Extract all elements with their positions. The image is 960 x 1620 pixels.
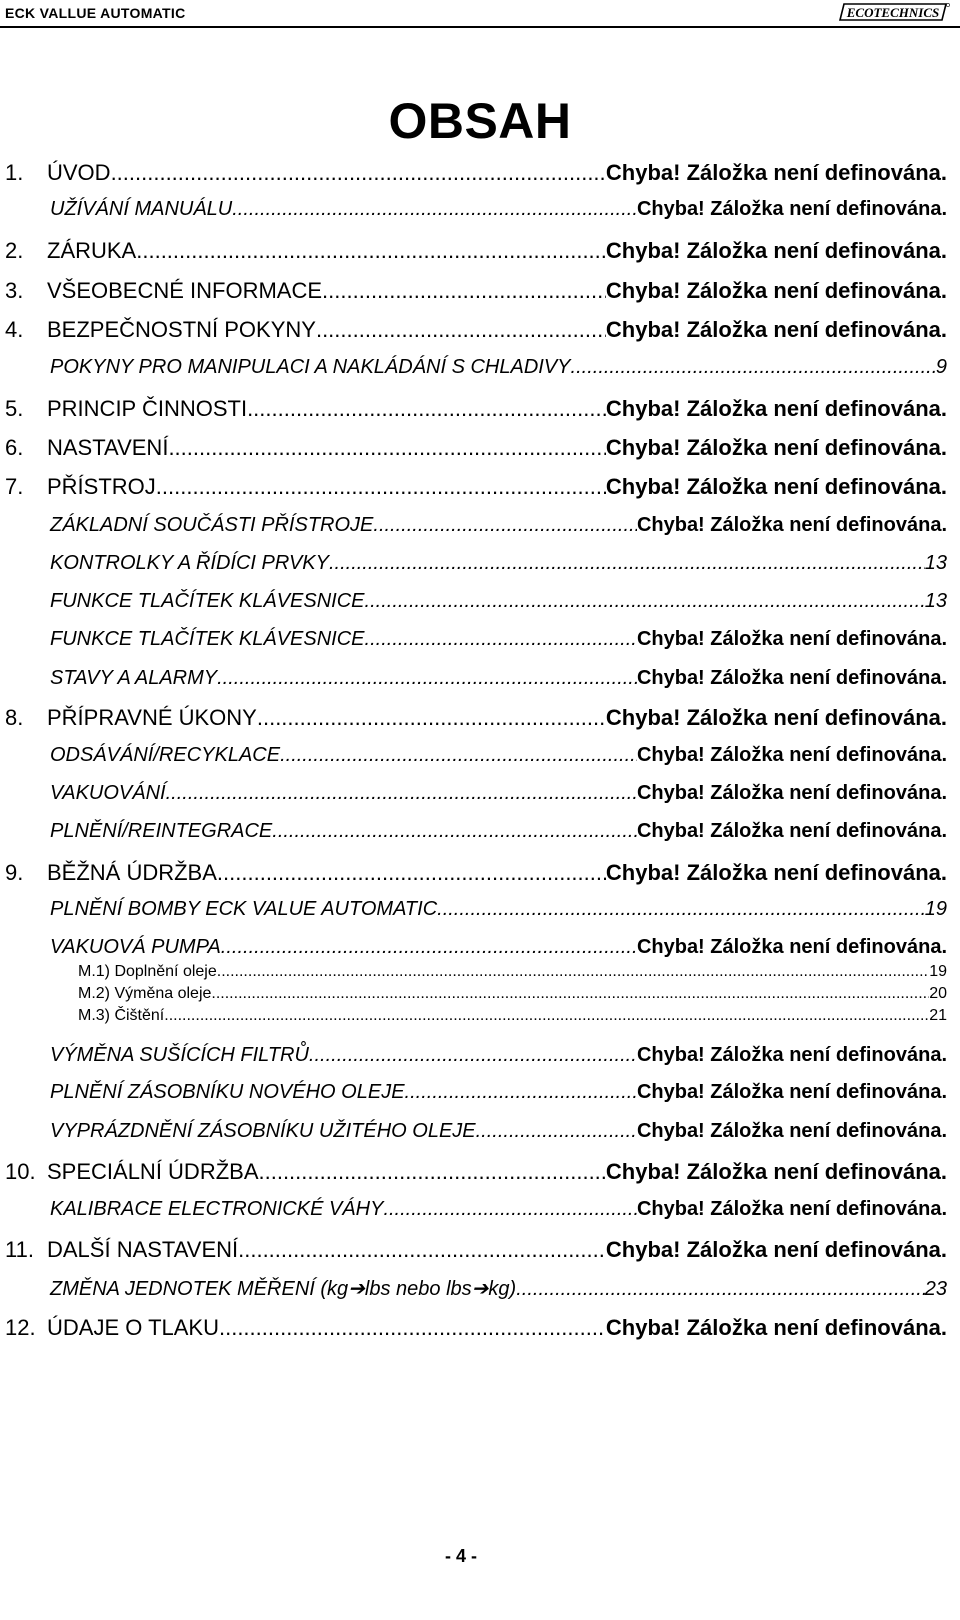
toc-entry-title: FUNKCE TLAČÍTEK KLÁVESNICE — [50, 590, 365, 612]
dot-leader — [211, 985, 929, 1003]
dot-leader — [516, 1278, 925, 1301]
toc-entry-title: PRINCIP ČINNOSTI — [47, 396, 248, 421]
toc-entry-page: Chyba! Záložka není definována. — [605, 1159, 947, 1184]
toc-entry-title: ZÁRUKA — [47, 238, 137, 263]
toc-entry[interactable] — [50, 898, 947, 921]
toc-entry-page: 13 — [924, 552, 947, 574]
toc-entry-page: Chyba! Záložka není definována. — [636, 1044, 947, 1066]
dot-leader — [272, 820, 637, 843]
toc-entry-title: DALŠÍ NASTAVENÍ — [47, 1237, 239, 1262]
dot-leader — [217, 667, 637, 690]
toc-entry-page: 21 — [929, 1007, 947, 1024]
toc-entry-title: PLNĚNÍ/REINTEGRACE — [50, 820, 273, 842]
toc-entry[interactable] — [50, 782, 947, 805]
toc-entry-page: Chyba! Záložka není definována. — [636, 1198, 947, 1220]
toc-entry-page: Chyba! Záložka není definována. — [605, 1315, 947, 1340]
dot-leader — [405, 1081, 637, 1104]
toc-entry-page: Chyba! Záložka není definována. — [605, 317, 947, 342]
toc-entry-title: UŽÍVÁNÍ MANUÁLU — [50, 198, 233, 220]
toc-entry-number: 4. — [5, 317, 24, 342]
dot-leader — [329, 552, 925, 575]
toc-entry-title: FUNKCE TLAČÍTEK KLÁVESNICE — [50, 628, 365, 650]
dot-leader — [365, 628, 637, 651]
toc-entry[interactable] — [5, 860, 947, 886]
toc-entry-page: Chyba! Záložka není definována. — [636, 936, 947, 958]
toc-entry[interactable] — [5, 238, 947, 264]
dot-leader — [247, 396, 606, 422]
toc-entry-title: POKYNY PRO MANIPULACI A NAKLÁDÁNÍ S CHLADIVY — [50, 356, 571, 378]
toc-entry-title: VÝMĚNA SUŠÍCÍCH FILTRŮ — [50, 1044, 309, 1066]
toc-entry-page: Chyba! Záložka není definována. — [605, 160, 947, 185]
toc-entry-number: 11. — [5, 1237, 34, 1262]
page-number: - 4 - — [444, 1546, 477, 1566]
dot-leader — [168, 435, 605, 461]
toc-entry-page: 23 — [924, 1278, 947, 1300]
toc-entry[interactable] — [50, 590, 947, 613]
toc-entry[interactable] — [5, 317, 947, 343]
toc-entry-title: VAKUOVÁ PUMPA — [50, 936, 221, 958]
toc-entry[interactable] — [50, 628, 947, 651]
toc-entry[interactable] — [50, 1120, 947, 1143]
dot-leader — [156, 474, 606, 500]
toc-entry-number: 8. — [5, 705, 24, 730]
dot-leader — [280, 744, 637, 767]
toc-entry-page: Chyba! Záložka není definována. — [636, 782, 947, 804]
toc-entry[interactable] — [50, 552, 947, 575]
toc-entry[interactable] — [5, 1159, 947, 1185]
toc-entry-title: NASTAVENÍ — [47, 435, 169, 460]
dot-leader — [221, 936, 637, 959]
toc-entry[interactable] — [78, 985, 947, 1003]
toc-entry-page: Chyba! Záložka není definována. — [636, 667, 947, 689]
toc-entry-title: PŘÍSTROJ — [47, 474, 156, 499]
dot-leader — [259, 1159, 606, 1185]
toc-entry-title: M.3) Čištění — [78, 1007, 165, 1024]
toc-entry[interactable] — [50, 198, 947, 221]
toc-entry-title: KONTROLKY A ŘÍDÍCI PRVKY — [50, 552, 329, 574]
toc-entry-page: Chyba! Záložka není definována. — [636, 198, 947, 220]
dot-leader — [383, 1198, 637, 1221]
toc-entry[interactable] — [50, 1276, 947, 1301]
toc-entry[interactable] — [5, 1315, 947, 1341]
dot-leader — [571, 356, 936, 379]
dot-leader — [217, 860, 606, 886]
toc-entry-title: VŠEOBECNÉ INFORMACE — [47, 278, 323, 303]
dot-leader — [322, 278, 606, 304]
toc-entry[interactable] — [50, 514, 947, 537]
toc-entry-number: 7. — [5, 474, 24, 499]
toc-entry[interactable] — [5, 278, 947, 304]
toc-entry-title: SPECIÁLNÍ ÚDRŽBA — [47, 1159, 259, 1184]
toc-entry-page: 19 — [924, 898, 947, 920]
dot-leader — [217, 963, 929, 981]
toc-entry[interactable] — [50, 820, 947, 843]
toc-entry[interactable] — [5, 160, 947, 186]
dot-leader — [232, 198, 637, 221]
toc-entry[interactable] — [5, 705, 947, 731]
dot-leader — [164, 1007, 929, 1025]
dot-leader — [219, 1315, 606, 1341]
toc-entry-page: Chyba! Záložka není definována. — [636, 1120, 947, 1142]
toc-entry[interactable] — [5, 435, 947, 461]
toc-entry-page: Chyba! Záložka není definována. — [636, 820, 947, 842]
toc-entry-title: ZÁKLADNÍ SOUČÁSTI PŘÍSTROJE — [50, 514, 374, 536]
toc-entry[interactable] — [78, 963, 947, 981]
toc-entry-title: ODSÁVÁNÍ/RECYKLACE — [50, 744, 281, 766]
toc-entry-page: Chyba! Záložka není definována. — [605, 860, 947, 885]
toc-entry-title: STAVY A ALARMY — [50, 667, 218, 689]
dot-leader — [257, 705, 606, 731]
toc-entry-number: 3. — [5, 278, 24, 303]
toc-entry-page: Chyba! Záložka není definována. — [605, 435, 947, 460]
toc-entry-page: Chyba! Záložka není definována. — [636, 514, 947, 536]
dot-leader — [309, 1044, 637, 1067]
toc-entry-title: BĚŽNÁ ÚDRŽBA — [47, 860, 217, 885]
toc-entry-title: ÚVOD — [47, 160, 111, 185]
toc-entry-title: BEZPEČNOSTNÍ POKYNY — [47, 317, 316, 342]
toc-entry-page: 13 — [924, 590, 947, 612]
toc-entry-page: 9 — [935, 356, 947, 378]
dot-leader — [365, 590, 925, 613]
dot-leader — [316, 317, 606, 343]
toc-entry[interactable] — [50, 667, 947, 690]
dot-leader — [136, 238, 606, 264]
dot-leader — [166, 782, 637, 805]
toc-entry-page: Chyba! Záložka není definována. — [636, 744, 947, 766]
toc-entry-number: 10. — [5, 1159, 36, 1184]
toc-entry-title: PLNĚNÍ BOMBY ECK VALUE AUTOMATIC — [50, 898, 438, 920]
toc-entry[interactable] — [5, 396, 947, 422]
toc-entry-title: VYPRÁZDNĚNÍ ZÁSOBNÍKU UŽITÉHO OLEJE — [50, 1120, 476, 1142]
toc-entry[interactable] — [50, 1198, 947, 1221]
toc-entry-number: 6. — [5, 435, 24, 460]
toc-entry[interactable] — [50, 936, 947, 959]
dot-leader — [437, 898, 925, 921]
dot-leader — [476, 1120, 637, 1143]
toc-entry-title: PŘÍPRAVNÉ ÚKONY — [47, 705, 257, 730]
toc-entry[interactable] — [5, 474, 947, 500]
page-title: OBSAH — [388, 93, 572, 149]
toc-entry-page: Chyba! Záložka není definována. — [605, 238, 947, 263]
toc-entry-title: VAKUOVÁNÍ — [50, 782, 166, 804]
toc-entry-title: M.1) Doplnění oleje — [78, 963, 217, 980]
dot-leader — [373, 514, 637, 537]
toc-entry-page: 19 — [929, 963, 947, 980]
toc-entry[interactable] — [5, 1237, 947, 1263]
toc-entry-page: Chyba! Záložka není definována. — [605, 705, 947, 730]
dot-leader — [238, 1237, 606, 1263]
toc-entry-page: 20 — [929, 985, 947, 1002]
toc-entry-title: ÚDAJE O TLAKU — [47, 1315, 219, 1340]
toc-entry[interactable] — [50, 356, 947, 379]
toc-entry[interactable] — [50, 1081, 947, 1104]
toc-entry-number: 5. — [5, 396, 24, 421]
toc-entry-number: 9. — [5, 860, 24, 885]
toc-entry[interactable] — [78, 1007, 947, 1025]
toc-entry-number: 1. — [5, 160, 24, 185]
toc-entry[interactable] — [50, 744, 947, 767]
toc-entry-title: PLNĚNÍ ZÁSOBNÍKU NOVÉHO OLEJE — [50, 1081, 405, 1103]
header-title: ECK VALLUE AUTOMATIC — [5, 5, 186, 21]
dot-leader — [111, 160, 606, 186]
toc-entry-number: 2. — [5, 238, 24, 263]
toc-entry-title: KALIBRACE ELECTRONICKÉ VÁHY — [50, 1198, 384, 1220]
toc-entry-page: Chyba! Záložka není definována. — [636, 628, 947, 650]
toc-entry-number: 12. — [5, 1315, 36, 1340]
toc-entry-page: Chyba! Záložka není definována. — [605, 1237, 947, 1262]
toc-entry-title: ZMĚNA JEDNOTEK MĚŘENÍ (kg➔lbs nebo lbs➔kg) — [50, 1278, 517, 1300]
toc-entry-page: Chyba! Záložka není definována. — [605, 396, 947, 421]
toc-entry-page: Chyba! Záložka není definována. — [605, 474, 947, 499]
toc-entry-page: Chyba! Záložka není definována. — [636, 1081, 947, 1103]
logo-text: ECOTECHNICS — [846, 5, 940, 20]
toc-entry[interactable] — [50, 1044, 947, 1067]
toc-entry-page: Chyba! Záložka není definována. — [605, 278, 947, 303]
toc-entry-title: M.2) Výměna oleje — [78, 985, 212, 1002]
